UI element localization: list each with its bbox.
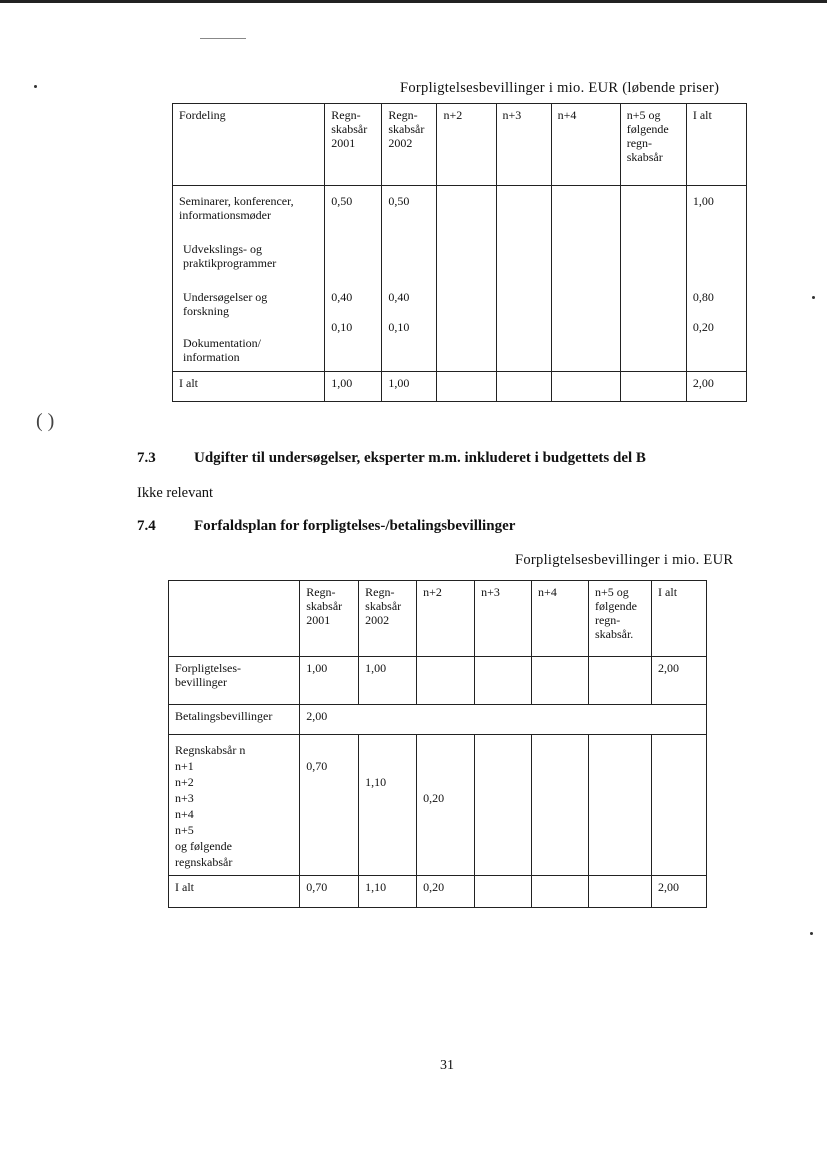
table2-caption: Forpligtelsesbevillinger i mio. EUR bbox=[515, 552, 734, 568]
header-cell: n+3 bbox=[496, 104, 551, 186]
section-number: 7.4 bbox=[137, 518, 156, 534]
table-row bbox=[169, 735, 707, 876]
header-cell: n+3 bbox=[475, 581, 532, 657]
row-label: I alt bbox=[173, 372, 325, 402]
empty-cell bbox=[475, 657, 532, 705]
header-cell: n+2 bbox=[437, 104, 496, 186]
table-row bbox=[169, 705, 707, 735]
cell-value: 0,20 bbox=[417, 876, 475, 908]
section-text: Ikke relevant bbox=[137, 485, 214, 501]
empty-cell bbox=[620, 186, 686, 372]
schedule-labels-cell bbox=[169, 735, 300, 876]
header-cell: I alt bbox=[686, 104, 746, 186]
scan-margin-mark: ( ) bbox=[36, 410, 55, 432]
cell-value: 0,40 bbox=[331, 290, 353, 304]
values-total-cell bbox=[686, 186, 746, 372]
row-label: I alt bbox=[169, 876, 300, 908]
table-row bbox=[169, 657, 707, 705]
table-row bbox=[173, 186, 747, 372]
table1-caption: Forpligtelsesbevillinger i mio. EUR (løbende priser) bbox=[400, 80, 720, 96]
empty-cell bbox=[417, 657, 475, 705]
empty-cell bbox=[532, 735, 589, 876]
section-heading: Forfaldsplan for forpligtelses-/betalingsbevillinger bbox=[194, 518, 516, 534]
empty-cell bbox=[496, 372, 551, 402]
cell-value: 0,80 bbox=[692, 290, 714, 304]
cell-value: 1,00 bbox=[359, 657, 417, 705]
row-label: n+1 bbox=[175, 759, 194, 773]
header-cell: n+4 bbox=[532, 581, 589, 657]
header-cell: n+4 bbox=[551, 104, 620, 186]
scan-speck bbox=[34, 85, 37, 88]
scan-top-edge bbox=[0, 0, 827, 3]
cell-value: 0,20 bbox=[417, 735, 475, 876]
empty-cell bbox=[588, 657, 651, 705]
table-total-row bbox=[169, 876, 707, 908]
cell-value: 2,00 bbox=[652, 657, 707, 705]
header-cell: Regn- skabsår 2002 bbox=[359, 581, 417, 657]
row-label: n+5 bbox=[175, 823, 194, 837]
section-number: 7.3 bbox=[137, 450, 156, 466]
table-total-row bbox=[173, 372, 747, 402]
empty-cell bbox=[588, 735, 651, 876]
scan-speck bbox=[812, 296, 815, 299]
header-cell: n+2 bbox=[417, 581, 475, 657]
cell-value: 1,00 bbox=[300, 657, 359, 705]
empty-cell bbox=[532, 876, 589, 908]
cell-value: 1,00 bbox=[692, 194, 714, 208]
empty-cell bbox=[551, 186, 620, 372]
cell-value: 0,20 bbox=[692, 320, 714, 334]
table-header-row bbox=[173, 104, 747, 186]
payment-schedule-table bbox=[168, 580, 707, 908]
cell-value: 1,10 bbox=[359, 735, 417, 876]
header-cell: Fordeling bbox=[173, 104, 325, 186]
cell-value: 0,10 bbox=[388, 320, 410, 334]
row-label: n+4 bbox=[175, 807, 194, 821]
cell-value: 1,00 bbox=[382, 372, 437, 402]
header-cell bbox=[169, 581, 300, 657]
cell-value: 2,00 bbox=[652, 876, 707, 908]
cell-value: 2,00 bbox=[686, 372, 746, 402]
section-heading: Udgifter til undersøgelser, eksperter m.m. inkluderet i budgettets del B bbox=[194, 450, 646, 466]
row-label: Betalingsbevillinger bbox=[169, 705, 300, 735]
empty-cell bbox=[437, 186, 496, 372]
header-cell: Regn- skabsår 2001 bbox=[300, 581, 359, 657]
row-labels-cell bbox=[173, 186, 325, 372]
row-label: Forpligtelses- bevillinger bbox=[169, 657, 300, 705]
empty-cell bbox=[496, 186, 551, 372]
header-cell: Regn- skabsår 2001 bbox=[325, 104, 382, 186]
cell-value: 0,40 bbox=[388, 290, 410, 304]
row-label: Seminarer, konferencer, informationsmøder bbox=[179, 194, 294, 222]
cell-value: 0,70 bbox=[300, 735, 359, 876]
empty-cell bbox=[620, 372, 686, 402]
cell-value: 1,00 bbox=[325, 372, 382, 402]
cell-value: 0,50 bbox=[331, 194, 353, 208]
cell-value: 2,00 bbox=[300, 705, 707, 735]
empty-cell bbox=[588, 876, 651, 908]
header-cell: I alt bbox=[652, 581, 707, 657]
scan-speck bbox=[810, 932, 813, 935]
cell-value: 1,10 bbox=[359, 876, 417, 908]
row-label: og følgende bbox=[175, 839, 232, 853]
header-cell: Regn- skabsår 2002 bbox=[382, 104, 437, 186]
empty-cell bbox=[475, 735, 532, 876]
commitment-distribution-table bbox=[172, 103, 747, 402]
row-label: regnskabsår bbox=[175, 855, 233, 869]
empty-cell bbox=[652, 735, 707, 876]
table-header-row bbox=[169, 581, 707, 657]
header-cell: n+5 og følgende regn- skabsår. bbox=[588, 581, 651, 657]
cell-value: 0,10 bbox=[331, 320, 353, 334]
cell-value: 0,70 bbox=[300, 876, 359, 908]
page-number: 31 bbox=[440, 1058, 454, 1073]
scan-artifact bbox=[200, 38, 246, 39]
row-label: n+3 bbox=[175, 791, 194, 805]
row-label: Udvekslings- og praktikprogrammer bbox=[183, 242, 277, 270]
row-label: n+2 bbox=[175, 775, 194, 789]
row-label: Regnskabsår n bbox=[175, 743, 246, 757]
header-cell: n+5 og følgende regn- skabsår bbox=[620, 104, 686, 186]
values-2002-cell bbox=[382, 186, 437, 372]
row-label: Dokumentation/ information bbox=[183, 336, 261, 364]
values-2001-cell bbox=[325, 186, 382, 372]
empty-cell bbox=[437, 372, 496, 402]
cell-value: 0,50 bbox=[388, 194, 410, 208]
empty-cell bbox=[475, 876, 532, 908]
empty-cell bbox=[532, 657, 589, 705]
empty-cell bbox=[551, 372, 620, 402]
row-label: Undersøgelser og forskning bbox=[183, 290, 268, 318]
